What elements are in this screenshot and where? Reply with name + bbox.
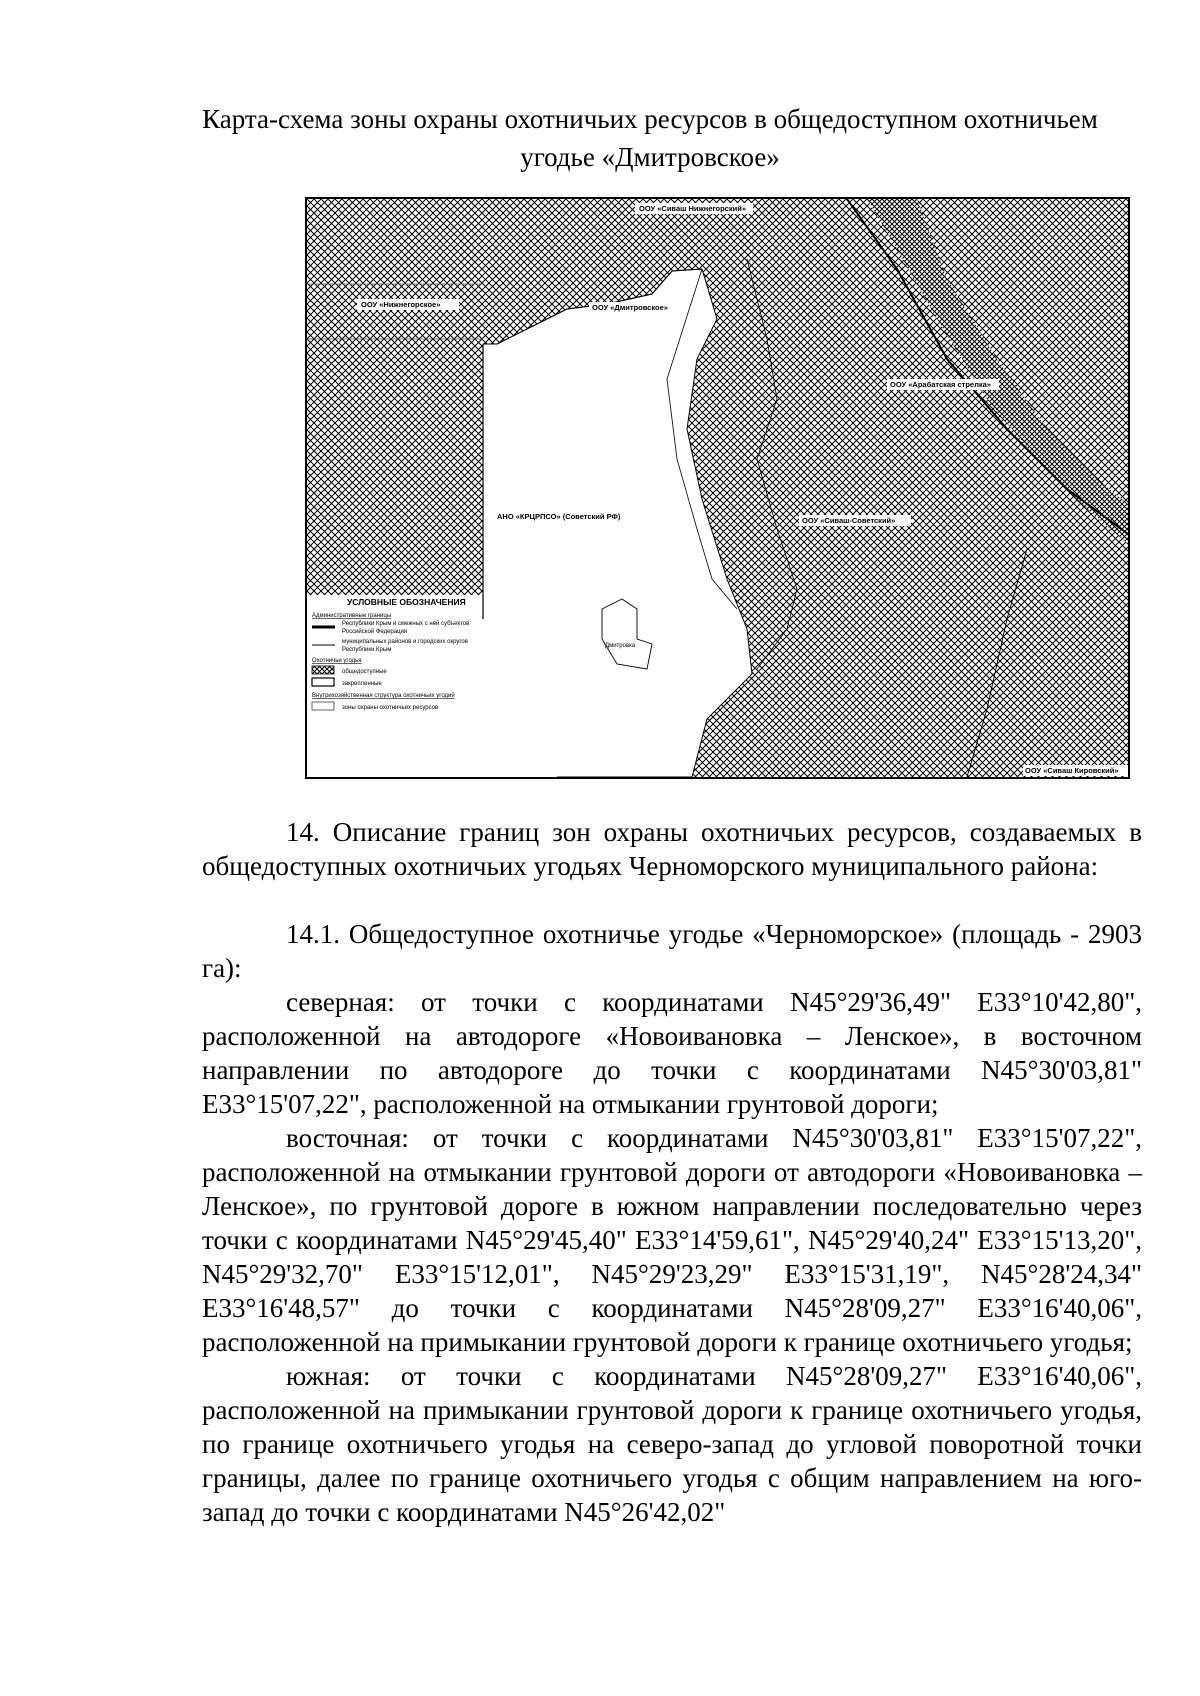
label-sivash-sovetsky: ООУ «Сиваш-Советский» <box>802 516 896 525</box>
paragraph-north: северная: от точки с координатами N45°29'36,49" E33°10'42,80", расположенной на автодороге «Новоивановка – Ленское», в восточном направлении по автодороге до точки с координатами N45°30'03,81" E33°15'07,22", расположенной на отмыкании грунтовой дороги; <box>202 987 1142 1119</box>
legend-heading: УСЛОВНЫЕ ОБОЗНАЧЕНИЯ <box>347 597 466 607</box>
document-body <box>202 815 1142 1529</box>
legend-section-hunting: Охотничьи угодья <box>312 658 362 664</box>
label-dmitrovka: Дмитровка <box>605 643 636 649</box>
legend-item-public: общедоступные <box>342 669 387 675</box>
label-ano: АНО «КРЦРПСО» (Советский РФ) <box>497 512 621 521</box>
legend-item-republic-2: Российской Федерации <box>342 629 408 635</box>
legend-section-admin: Административные границы <box>312 613 392 619</box>
paragraph-south: южная: от точки с координатами N45°28'09,27" E33°16'40,06", расположенной на примыкании грунтовой дороги к границе охотничьего угодья, по границе охотничьего угодья на северо-запад до угловой поворотной точки границы, далее по границе охотничьего угодья с общим направлением на юго-запад до точки с координатами N45°26'42,02" <box>202 1361 1142 1527</box>
legend-item-municipal-2: Республики Крым <box>342 647 392 653</box>
label-nizhnegorskoe: ООУ «Нижнегорское» <box>361 300 441 309</box>
paragraph-east: восточная: от точки с координатами N45°30'03,81" E33°15'07,22", расположенной на отмыкании грунтовой дороги от автодороги «Новоивановка – Ленское», по грунтовой дороге в южном направлении последовательно через точки с координатами N45°29'45,40" E33°14'59,61", N45°29'40,24" E33°15'13,20", N45°29'32,70" E33°15'12,01", N45°29'23,29" E33°15'31,19", N45°28'24,34" E33°16'48,57" до точки с координатами N45°28'09,27" E33°16'40,06", расположенной на примыкании грунтовой дороги к границе охотничьего угодья; <box>202 1123 1142 1357</box>
label-arabatskaya: ООУ «Арабатская стрелка» <box>890 380 991 389</box>
title-line-1: Карта-схема зоны охраны охотничьих ресурсов в общедоступном охотничьем <box>202 104 1098 134</box>
legend-section-structure: Внутрихозяйственная структура охотничьих угодий <box>312 693 455 699</box>
paragraph-14-1: 14.1. Общедоступное охотничье угодье «Черноморское» (площадь - 2903 га): <box>202 919 1142 983</box>
paragraph-14: 14. Описание границ зон охраны охотничьих ресурсов, создаваемых в общедоступных охотничьих угодьях Черноморского муниципального района: <box>202 817 1142 881</box>
label-sivash-nizhnegorsky: ООУ «Сиваш Нижнегорский» <box>639 204 746 213</box>
legend-item-zones: зоны охраны охотничьих ресурсов <box>342 705 439 711</box>
legend-item-republic: Республики Крым и смежных с ней субъектов <box>342 621 470 627</box>
page-title <box>150 100 1150 176</box>
title-line-2: угодье «Дмитровское» <box>520 142 780 172</box>
label-sivash-kirovsky: ООУ «Сиваш Кировский» <box>1025 766 1119 775</box>
label-dmitrovskoe: ООУ «Дмитровское» <box>592 303 668 312</box>
legend-item-municipal: муниципальных районов и городских округов <box>342 639 468 645</box>
map-scheme <box>305 197 1130 779</box>
legend-item-assigned: закрепленные <box>342 681 382 687</box>
